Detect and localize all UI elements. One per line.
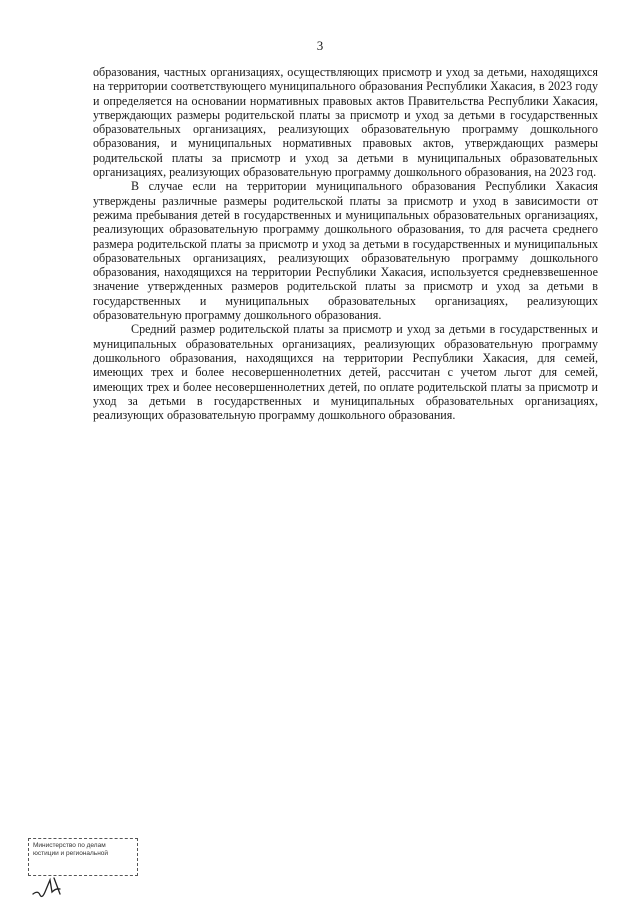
registration-stamp	[28, 838, 138, 876]
signature-mark	[30, 872, 75, 900]
paragraph-1: образования, частных организациях, осуществляющих присмотр и уход за детьми, находящихся на территории соответствующего муниципального образования Республики Хакасия, в 2023 году и определяется на основании нормативных правовых актов Правительства Республики Хакасия, утверждающих размеры родительской платы за присмотр и уход за детьми в государственных образовательных организациях, реализующих образовательную программу дошкольного образования, и муниципальных нормативных правовых актов, утверждающих размеры родительской платы за присмотр и уход за детьми в муниципальных образовательных организациях, реализующих образовательную программу дошкольного образования, на 2023 год.	[93, 65, 598, 180]
document-body	[93, 65, 598, 422]
stamp-line-2: юстиции и региональной	[33, 850, 109, 857]
page-number: 3	[316, 38, 324, 53]
paragraph-3: Средний размер родительской платы за присмотр и уход за детьми в государственных и муниципальных образовательных организациях, реализующих образовательную программу дошкольного образования, находящихся на территории Республики Хакасия, для семей, имеющих трех и более несовершеннолетних детей, рассчитан с учетом льгот для семей, имеющих трех и более несовершеннолетних детей, по оплате родительской платы за присмотр и уход за детьми в государственных и муниципальных образовательных организациях, реализующих образовательную программу дошкольного образования.	[93, 322, 598, 423]
stamp-line-1: Министерство по делам	[33, 842, 106, 849]
paragraph-2: В случае если на территории муниципального образования Республики Хакасия утверждены различные размеры родительской платы за присмотр и уход в зависимости от режима пребывания детей в государственных и муниципальных образовательных организациях, реализующих образовательную программу дошкольного образования, то для расчета среднего размера родительской платы за присмотр и уход за детьми в государственных и муниципальных образовательных организациях, реализующих образовательную программу дошкольного образования, находящихся на территории Республики Хакасия, используется средневзвешенное значение утвержденных размеров родительской платы за присмотр и уход за детьми в государственных и муниципальных образовательных организациях, реализующих образовательную программу дошкольного образования.	[93, 179, 598, 323]
